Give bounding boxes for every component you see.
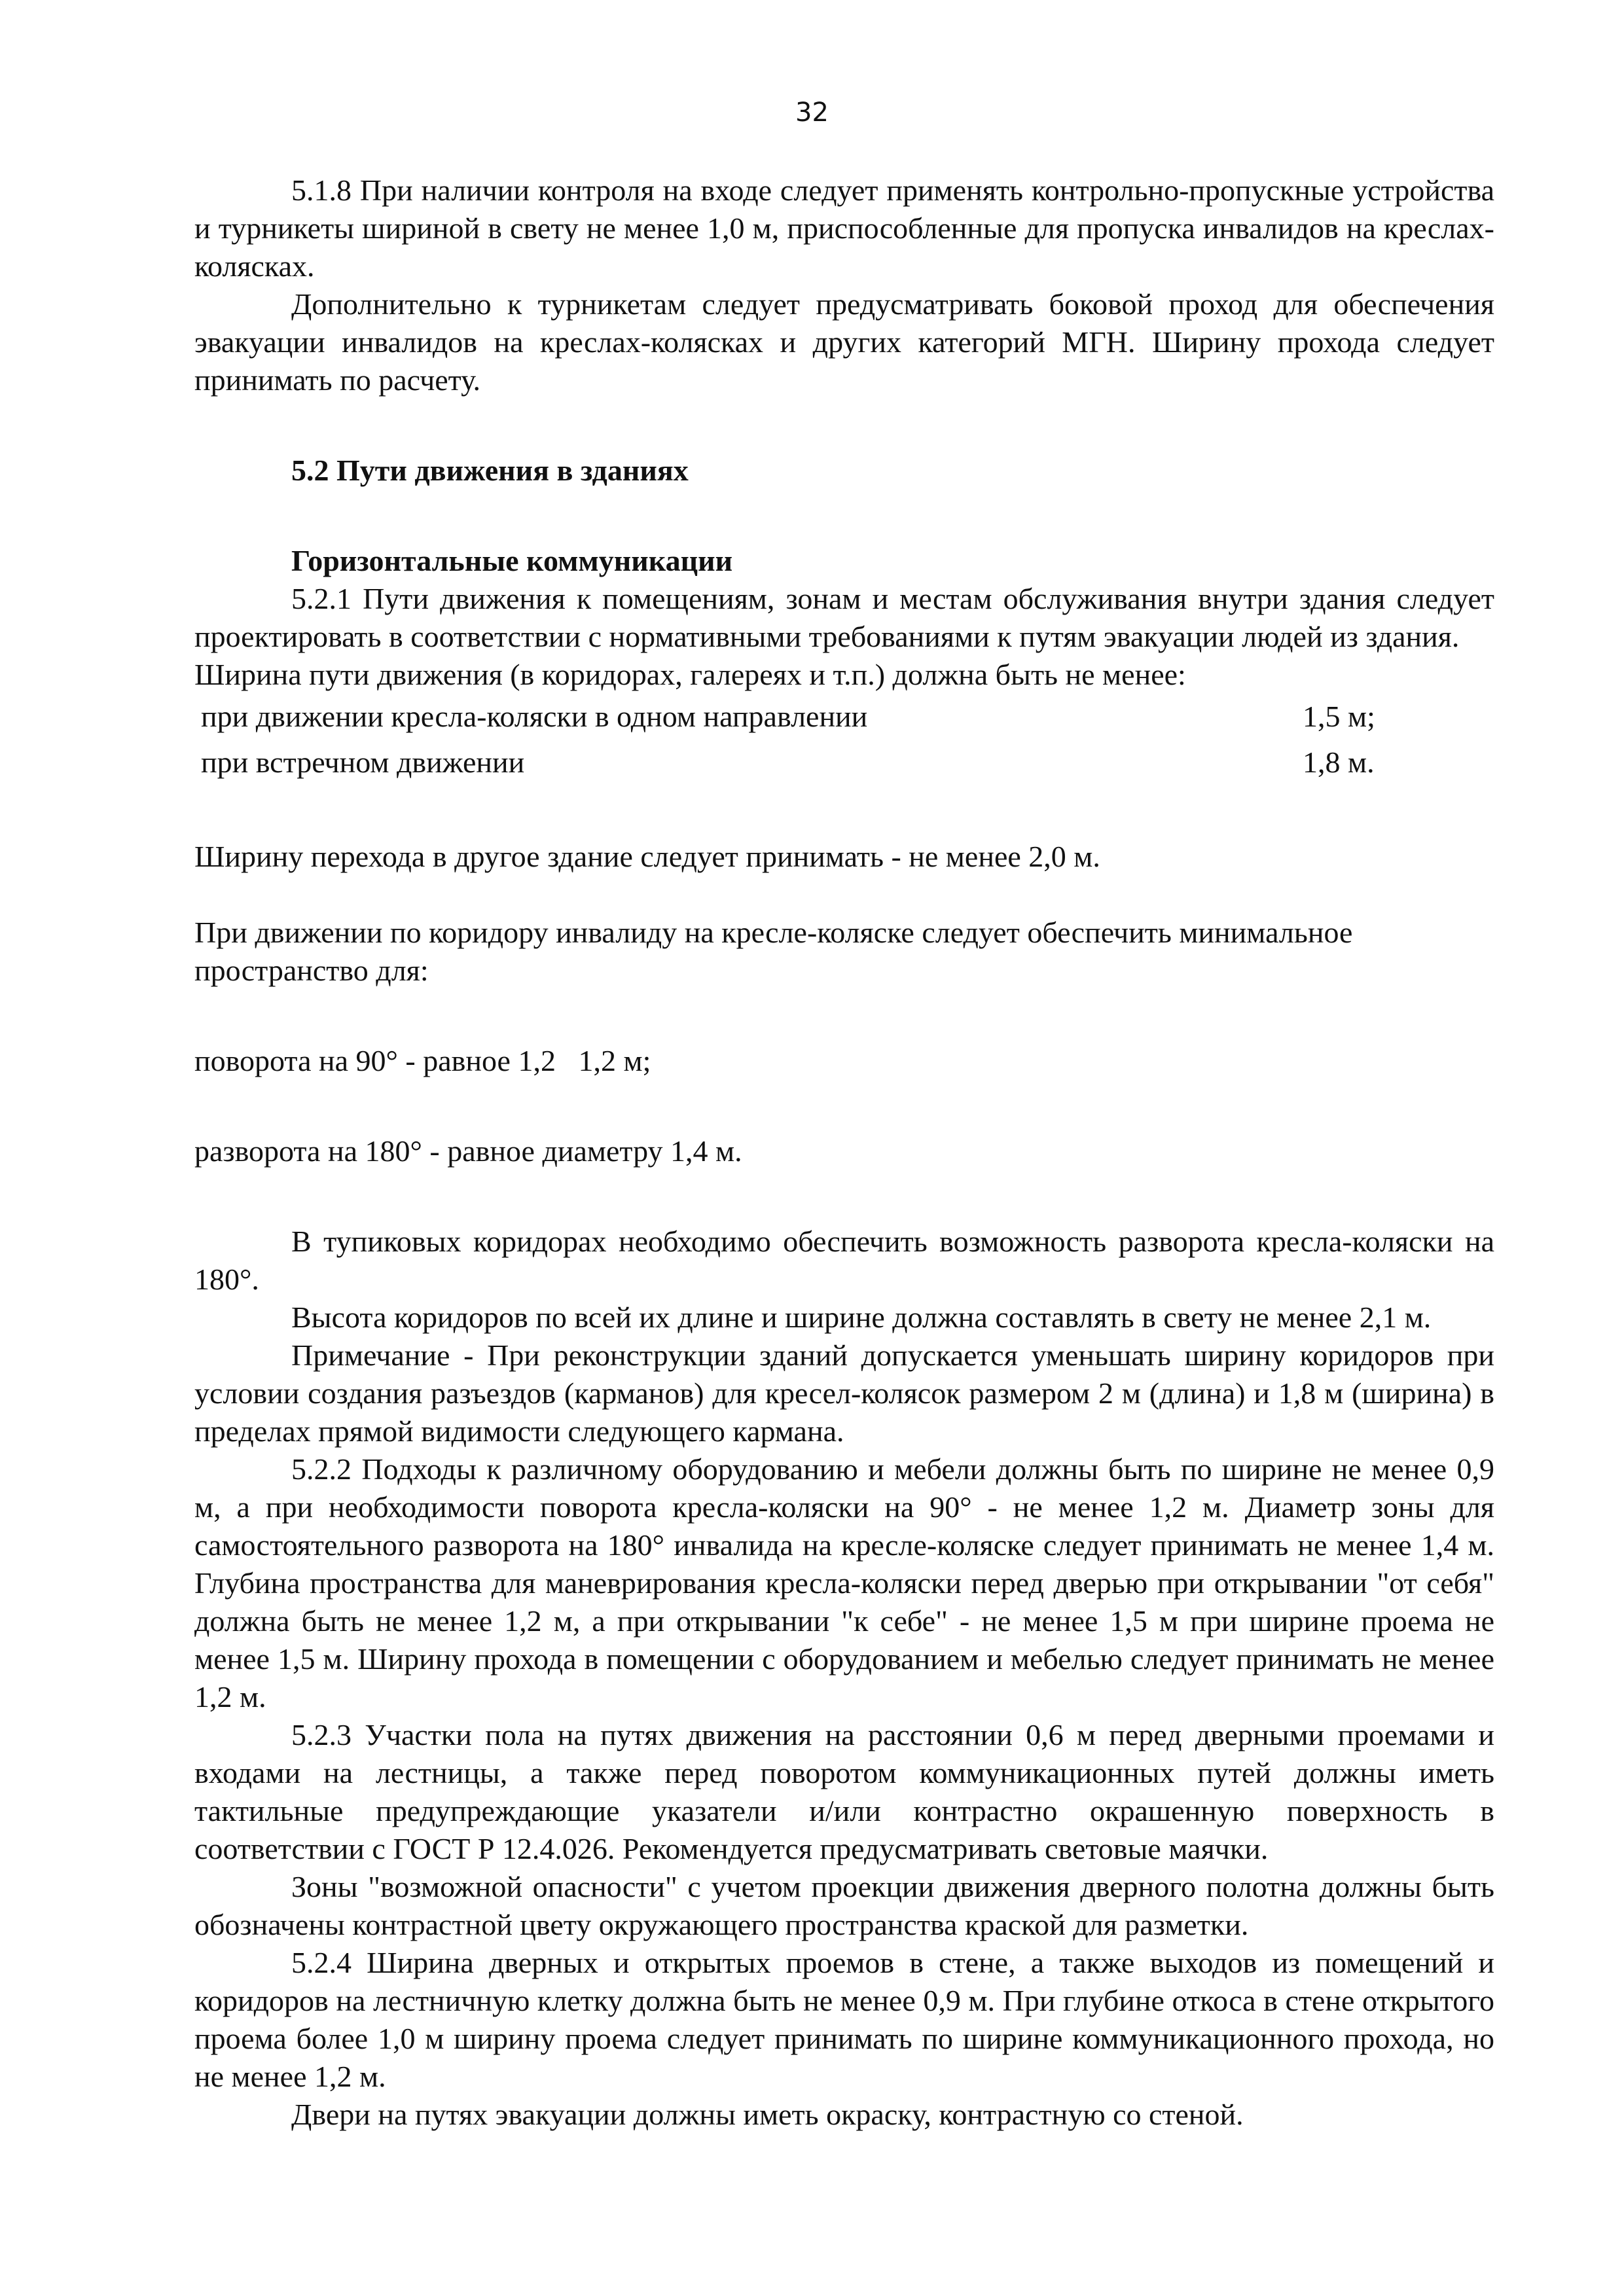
width-row-value: 1,5 м; <box>1303 700 1375 733</box>
paragraph-transition-width: Ширину перехода в другое здание следует принимать - не менее 2,0 м. <box>194 840 1100 873</box>
width-row-oncoming <box>194 740 1494 785</box>
paragraph-turnstile-side-passage: Дополнительно к турникетам следует предусматривать боковой проход для обеспечения эвакуации инвалидов на креслах-колясках и других категорий МГН. Ширину прохода следует принимать по расчету. <box>194 287 1494 397</box>
document-body <box>194 171 1494 2134</box>
paragraph-5-2-4: 5.2.4 Ширина дверных и открытых проемов в стене, а также выходов из помещений и коридоров на лестничную клетку должна быть не менее 0,9 м. При глубине откоса в стене открытого проема более 1,0 м ширину проема следует принимать по ширине коммуникационного прохода, но не менее 1,2 м. <box>194 1946 1494 2093</box>
width-row-one-direction <box>194 694 1494 740</box>
paragraph-turn-180: разворота на 180° - равное диаметру 1,4 м. <box>194 1134 742 1168</box>
paragraph-turn-90: поворота на 90° - равное 1,2 1,2 м; <box>194 1044 651 1077</box>
paragraph-dead-end-corridors: В тупиковых коридорах необходимо обеспечить возможность разворота кресла-коляски на 180°. <box>194 1225 1494 1296</box>
width-row-label: при движении кресла-коляски в одном направлении <box>201 700 868 733</box>
paragraph-5-2-3: 5.2.3 Участки пола на путях движения на расстоянии 0,6 м перед дверными проемами и входами на лестницы, а также перед поворотом коммуникационных путей должны иметь тактильные предупреждающие указатели и/или контрастно окрашенную поверхность в соответствии с ГОСТ Р 12.4.026. Рекомендуется предусматривать световые маячки. <box>194 1718 1494 1865</box>
width-intro: Ширина пути движения (в коридорах, галереях и т.п.) должна быть не менее: <box>194 658 1186 691</box>
paragraph-doors-color: Двери на путях эвакуации должны иметь окраску, контрастную со стеной. <box>291 2098 1244 2131</box>
width-row-label: при встречном движении <box>201 745 525 779</box>
paragraph-5-1-8: 5.1.8 При наличии контроля на входе следует применять контрольно-пропускные устройства и турникеты шириной в свету не менее 1,0 м, приспособленные для пропуска инвалидов на креслах-колясках. <box>194 173 1494 283</box>
paragraph-corridor-space: При движении по коридору инвалиду на кресле-коляске следует обеспечить минимальное пространство для: <box>194 916 1353 987</box>
paragraph-danger-zones: Зоны "возможной опасности" с учетом проекции движения дверного полотна должны быть обозначены контрастной цвету окружающего пространства краской для разметки. <box>194 1870 1494 1941</box>
page-number: 32 <box>795 98 829 128</box>
paragraph-note: Примечание - При реконструкции зданий допускается уменьшать ширину коридоров при условии создания разъездов (карманов) для кресел-колясок размером 2 м (длина) и 1,8 м (ширина) в пределах прямой видимости следующего кармана. <box>194 1338 1494 1448</box>
paragraph-5-2-2: 5.2.2 Подходы к различному оборудованию и мебели должны быть по ширине не менее 0,9 м, а при необходимости поворота кресла-коляски на 90° - не менее 1,2 м. Диаметр зоны для самостоятельного разворота на 180° инвалида на кресле-коляске следует принимать не менее 1,4 м. Глубина пространства для маневрирования кресла-коляски перед дверью при открывании "от себя" должна быть не менее 1,2 м, а при открывании "к себе" - не менее 1,5 м при ширине проема не менее 1,5 м. Ширину прохода в помещении с оборудованием и мебелью следует принимать не менее 1,2 м. <box>194 1452 1494 1713</box>
subsection-heading-horizontal: Горизонтальные коммуникации <box>291 544 733 577</box>
section-heading-5-2: 5.2 Пути движения в зданиях <box>291 454 689 487</box>
paragraph-corridor-height: Высота коридоров по всей их длине и ширине должна составлять в свету не менее 2,1 м. <box>291 1300 1432 1334</box>
width-row-value: 1,8 м. <box>1303 745 1375 779</box>
paragraph-5-2-1: 5.2.1 Пути движения к помещениям, зонам и местам обслуживания внутри здания следует проектировать в соответствии с нормативными требованиями к путям эвакуации людей из здания. <box>194 582 1494 653</box>
